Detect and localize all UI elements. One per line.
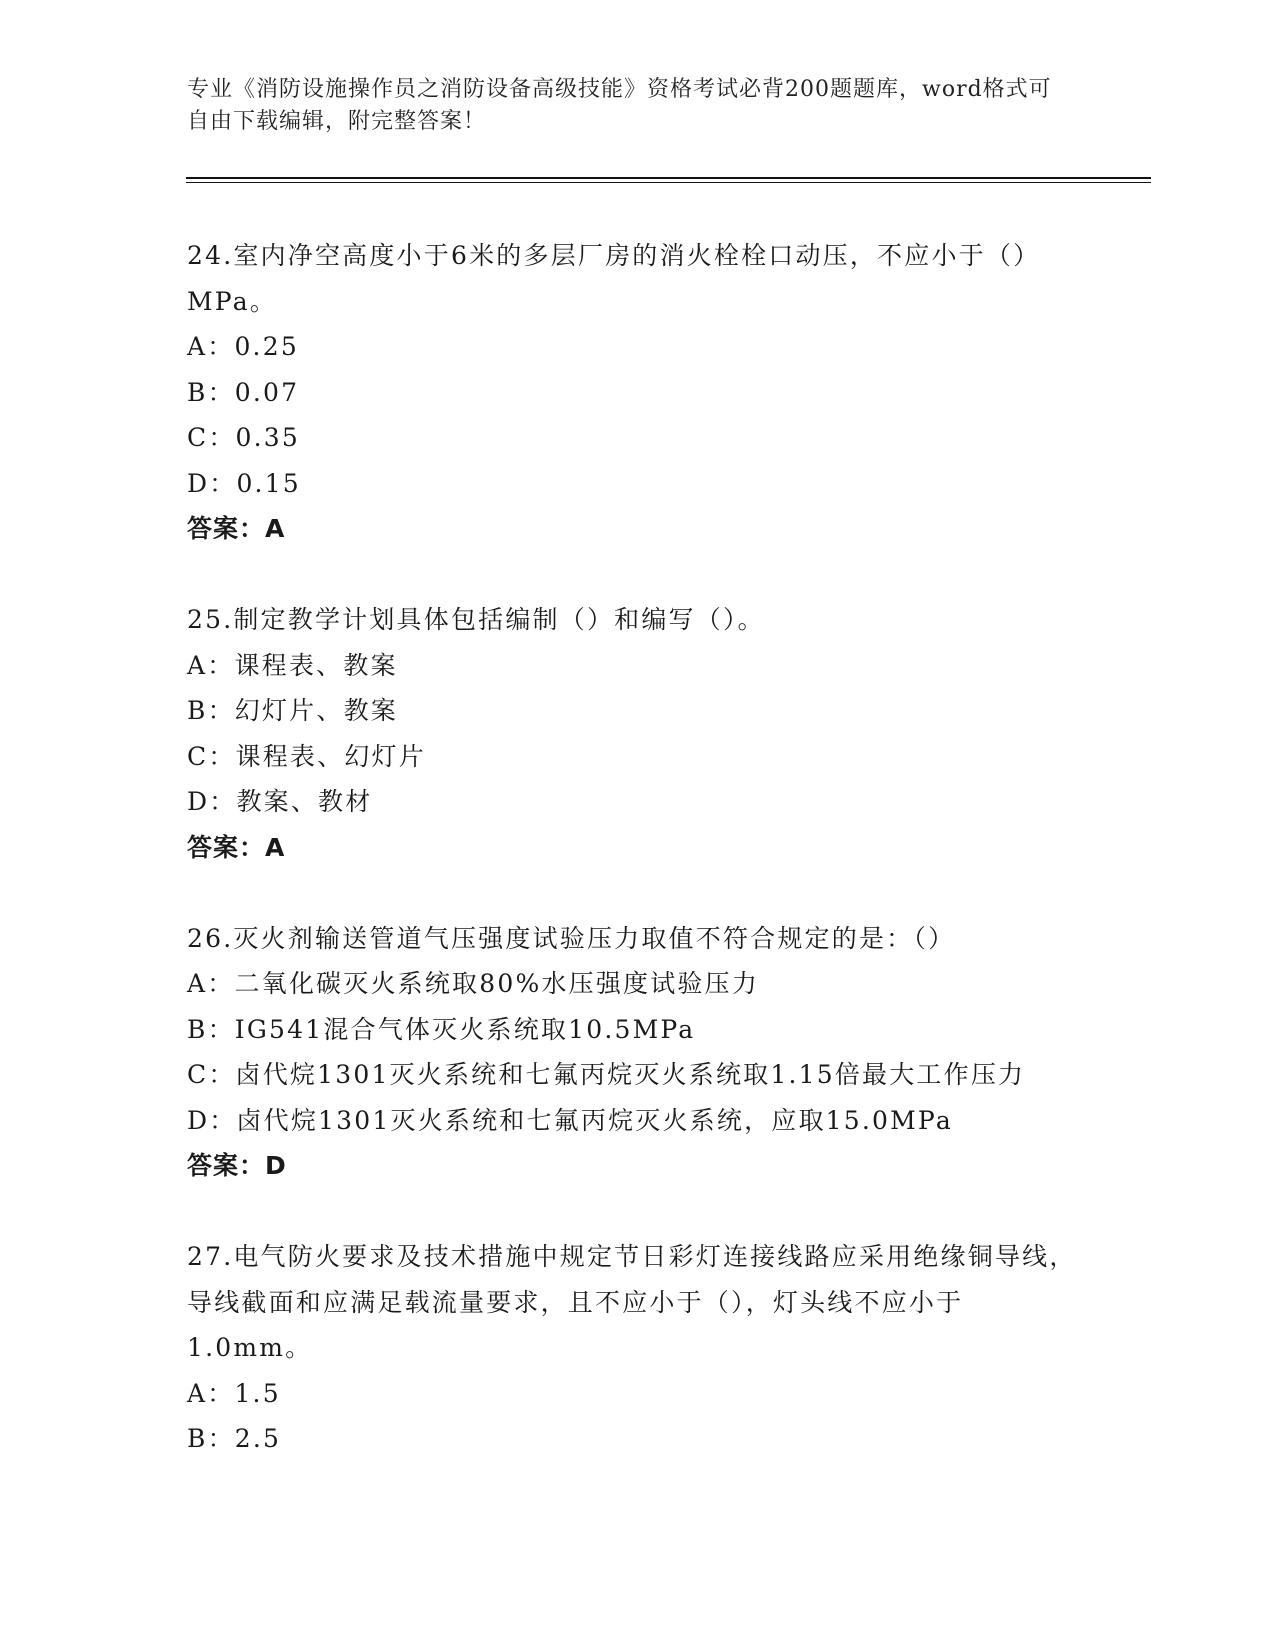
question-24 bbox=[187, 233, 1087, 552]
question-27 bbox=[187, 1234, 1087, 1462]
option-c: C：卤代烷1301灭火系统和七氟丙烷灭火系统取1.15倍最大工作压力 bbox=[187, 1060, 1026, 1089]
option-b: B：幻灯片、教案 bbox=[187, 696, 398, 725]
option-a: A：二氧化碳灭火系统取80%水压强度试验压力 bbox=[187, 969, 760, 998]
answer-label: 答案：A bbox=[187, 514, 286, 543]
option-d: D：教案、教材 bbox=[187, 787, 373, 816]
question-text: 25.制定教学计划具体包括编制（）和编写（）。 bbox=[187, 605, 765, 634]
question-text: 26.灭火剂输送管道气压强度试验压力取值不符合规定的是：（） bbox=[187, 923, 956, 953]
option-c: C：0.35 bbox=[187, 423, 300, 452]
question-text: 27.电气防火要求及技术措施中规定节日彩灯连接线路应采用绝缘铜导线，导线截面和应满足载流量要求，且不应小于（），灯头线不应小于1.0mm。 bbox=[187, 1242, 1077, 1362]
option-b: B：IG541混合气体灭火系统取10.5MPa bbox=[187, 1014, 696, 1044]
answer-label: 答案：A bbox=[187, 832, 286, 862]
option-a: A：0.25 bbox=[187, 332, 299, 361]
option-d: D：卤代烷1301灭火系统和七氟丙烷灭火系统，应取15.0MPa bbox=[187, 1105, 953, 1135]
question-list bbox=[187, 233, 1087, 1507]
option-a: A：1.5 bbox=[187, 1378, 281, 1408]
header-divider-thin bbox=[186, 182, 1151, 183]
header-divider-thick bbox=[186, 177, 1151, 179]
page-header-text: 专业《消防设施操作员之消防设备高级技能》资格考试必背200题题库，word格式可自由下载编辑，附完整答案！ bbox=[187, 77, 1052, 134]
question-25 bbox=[187, 597, 1087, 870]
answer-label: 答案：D bbox=[187, 1151, 287, 1180]
option-d: D：0.15 bbox=[187, 468, 301, 498]
question-text: 24.室内净空高度小于6米的多层厂房的消火栓栓口动压，不应小于（）MPa。 bbox=[187, 241, 1041, 316]
question-26 bbox=[187, 916, 1087, 1189]
option-c: C：课程表、幻灯片 bbox=[187, 741, 426, 771]
option-b: B：0.07 bbox=[187, 377, 300, 407]
option-a: A：课程表、教案 bbox=[187, 650, 398, 680]
option-b: B：2.5 bbox=[187, 1424, 282, 1453]
